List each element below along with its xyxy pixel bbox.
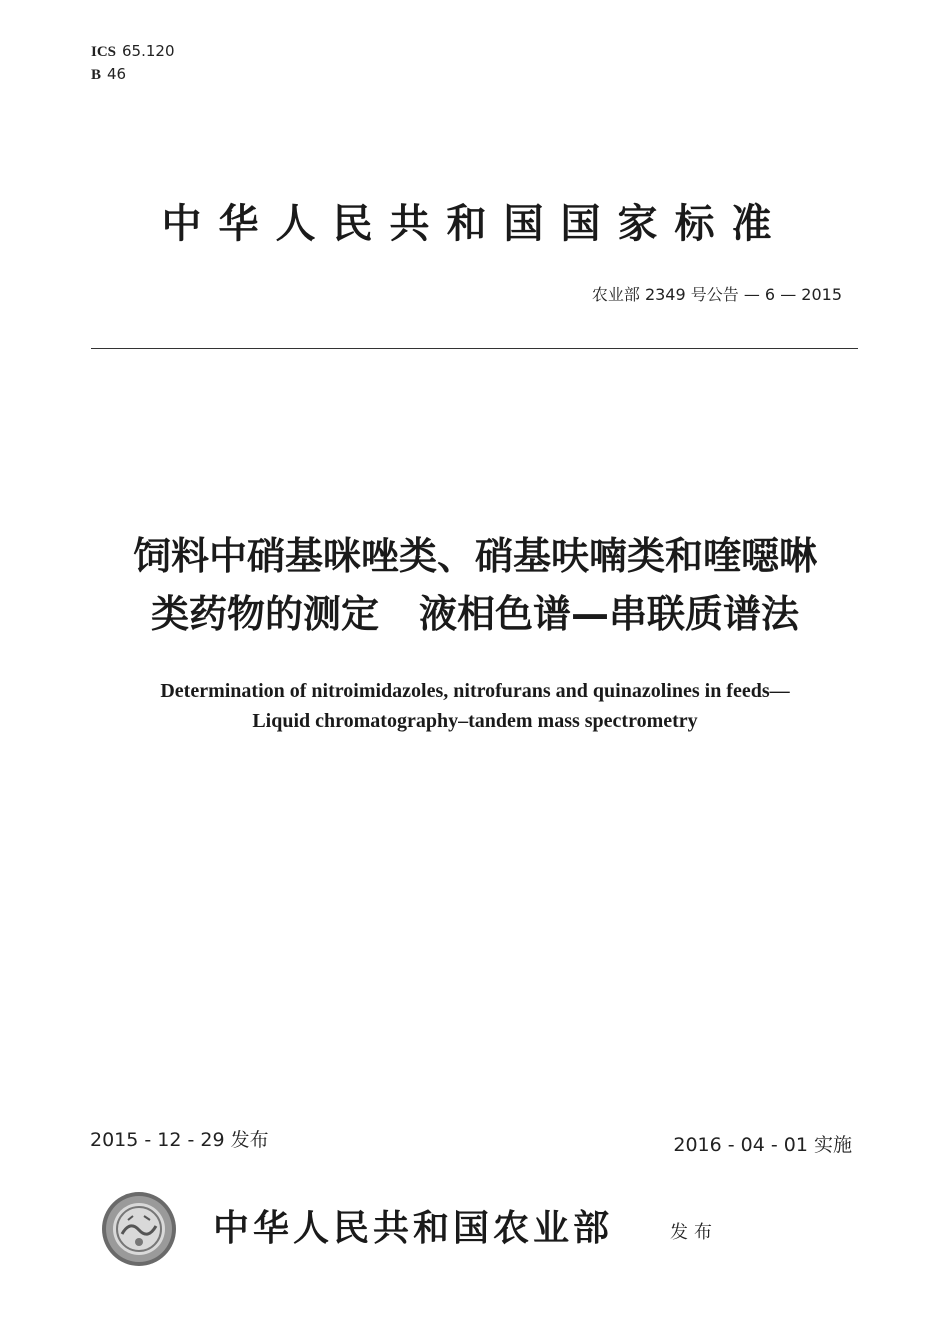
implementation-date: 2016 - 04 - 01 实施 — [673, 1134, 852, 1156]
chinese-title-line-1: 饲料中硝基咪唑类、硝基呋喃类和喹噁啉 — [132, 534, 817, 578]
english-title-line-1: Determination of nitroimidazoles, nitrofurans and quinazolines in feeds— — [160, 680, 790, 702]
issue-date: 2015 - 12 - 29 发布 — [90, 1129, 269, 1151]
ccs-code: B 46 — [91, 65, 127, 83]
ministry-emblem-icon — [100, 1190, 178, 1268]
english-title — [0, 676, 950, 736]
chinese-title-line-2: 类药物的测定 液相色谱—串联质谱法 — [150, 592, 800, 636]
standard-type-heading: 中华人民共和国国家标准 — [161, 201, 789, 247]
standard-code: 农业部 2349 号公告 — 6 — 2015 — [591, 285, 842, 304]
header-divider — [91, 348, 858, 349]
ics-code: ICS 65.120 — [91, 42, 175, 60]
chinese-title — [0, 527, 950, 643]
english-title-line-2: Liquid chromatography–tandem mass spectrometry — [252, 710, 698, 732]
publisher-name: 中华人民共和国农业部 — [213, 1207, 614, 1249]
classification-block — [91, 40, 175, 86]
publisher-row — [100, 1190, 860, 1270]
publish-label: 发布 — [670, 1222, 718, 1243]
